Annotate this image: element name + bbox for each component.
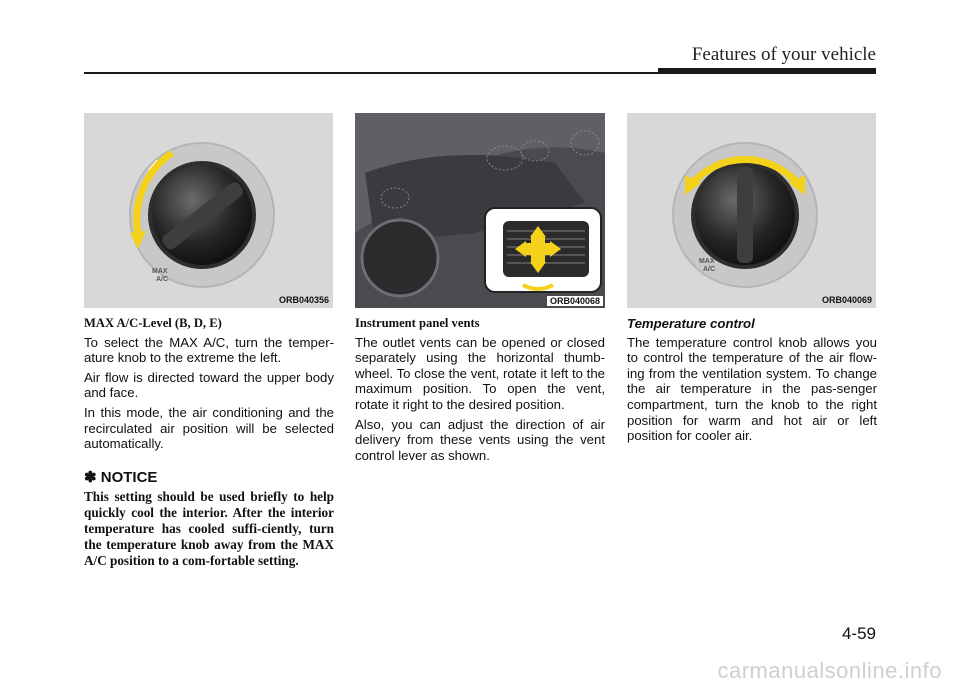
section-heading: Temperature control	[627, 316, 755, 331]
paragraph: Also, you can adjust the direction of air delivery from these vents using the vent control lever as shown.	[355, 416, 605, 463]
paragraph: Air flow is directed toward the upper body and face.	[84, 369, 334, 401]
column-instrument-vents	[355, 316, 605, 467]
column-max-ac	[84, 316, 334, 568]
ac-label: A/C	[703, 266, 716, 273]
notice-icon: ✽	[84, 468, 97, 486]
paragraph: To select the MAX A/C, turn the temper-ature knob to the extreme the left.	[84, 334, 334, 366]
section-heading: MAX A/C-Level (B, D, E)	[84, 316, 222, 330]
figure-code: ORB040069	[821, 295, 872, 305]
max-label: MAX	[152, 268, 168, 275]
column-temperature-control	[627, 316, 877, 448]
notice-heading	[84, 470, 334, 486]
paragraph: In this mode, the air conditioning and the recirculated air position will be selected automatically.	[84, 404, 334, 452]
section-heading: Instrument panel vents	[355, 316, 480, 330]
figure-temperature-knob	[627, 113, 876, 308]
figure-code: ORB040068	[547, 296, 603, 306]
watermark: carmanualsonline.info	[717, 658, 942, 683]
paragraph: The temperature control knob allows you to control the temperature of the air flow-ing from the ventilation system. To change the air temperature in the pas-senger compartment, turn the knob to the right position for warm and hot air or left position for cooler air.	[627, 334, 877, 444]
notice-title: NOTICE	[100, 468, 158, 486]
temperature-knob-illustration	[627, 113, 876, 308]
header-rule-thick	[658, 68, 876, 74]
page-header-title: Features of your vehicle	[691, 44, 876, 65]
figure-instrument-panel-vents	[355, 113, 605, 308]
max-ac-knob-illustration	[84, 113, 333, 308]
ac-label: A/C	[156, 276, 169, 283]
notice-body: This setting should be used briefly to help quickly cool the interior. After the interior temperature has cooled suffi-ciently, turn the temperature knob away from the MAX A/C position to a com-fortable setting.	[84, 489, 334, 568]
dashboard-vents-illustration	[355, 113, 605, 308]
figure-max-ac-knob	[84, 113, 333, 308]
paragraph: The outlet vents can be opened or closed separately using the horizontal thumb-wheel. To close the vent, rotate it left to the maximum position. To open the vent, rotate it right to the desired position.	[355, 334, 605, 412]
figure-code: ORB040356	[278, 295, 329, 305]
page-number: 4-59	[841, 624, 876, 643]
header-rule-thin	[84, 72, 664, 74]
max-label: MAX	[699, 258, 715, 265]
